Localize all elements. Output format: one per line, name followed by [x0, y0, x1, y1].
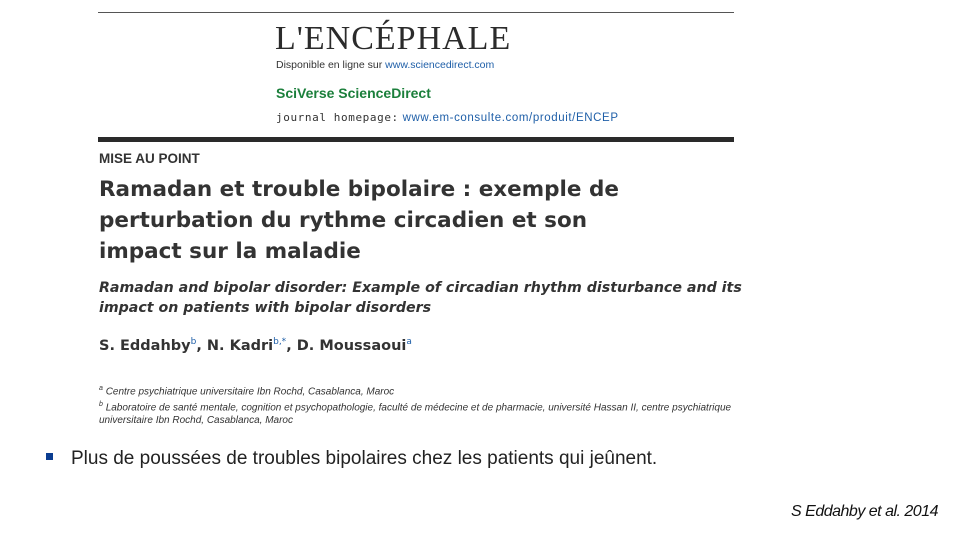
- homepage-line: [276, 111, 619, 124]
- author-affiliation-mark: b,*: [273, 337, 287, 347]
- publisher-name: SciVerse ScienceDirect: [276, 85, 431, 101]
- citation: S Eddahby et al. 2014: [791, 503, 938, 520]
- author-list: [99, 337, 412, 354]
- affiliation-text: Laboratoire de santé mentale, cognition et psychopathologie, faculté de médecine et de pharmacie, université Hassan II, centre psychiatrique universitaire Ibn Rochd, Casablanca, Maroc: [99, 402, 732, 426]
- bullet-point: [46, 448, 657, 470]
- article-title: Ramadan et trouble bipolaire : exemple de perturbation du rythme circadien et son impact sur la maladie: [99, 177, 619, 264]
- affiliation-text: Centre psychiatrique universitaire Ibn Rochd, Casablanca, Maroc: [105, 386, 395, 398]
- section-label: MISE AU POINT: [99, 151, 200, 166]
- article-english-title: Ramadan and bipolar disorder: Example of circadian rhythm disturbance and its impact on patients with bipolar disorders: [99, 280, 742, 316]
- author-name: D. Moussaoui: [296, 337, 407, 354]
- bullet-text: Plus de poussées de troubles bipolaires chez les patients qui jeûnent.: [71, 448, 658, 469]
- author-affiliation-mark: a: [406, 337, 412, 347]
- affiliation-item: [99, 399, 739, 427]
- author-separator: ,: [286, 337, 297, 354]
- author-separator: ,: [196, 337, 207, 354]
- sciencedirect-link[interactable]: www.sciencedirect.com: [385, 59, 495, 71]
- author-name: N. Kadri: [206, 337, 274, 354]
- author-affiliation-mark: b: [190, 337, 197, 347]
- availability-prefix: Disponible en ligne sur: [276, 59, 383, 71]
- journal-logo: L'ENCÉPHALE: [275, 20, 512, 57]
- homepage-label: journal homepage:: [276, 111, 399, 124]
- affiliation-item: [99, 383, 739, 399]
- homepage-link[interactable]: www.em-consulte.com/produit/ENCEP: [402, 112, 619, 124]
- top-divider: [98, 12, 734, 13]
- availability-line: [276, 59, 494, 71]
- affiliations: [99, 383, 739, 427]
- affiliation-mark: b: [99, 400, 103, 408]
- author-name: S. Eddahby: [99, 337, 191, 354]
- square-bullet-icon: [46, 453, 53, 460]
- affiliation-mark: a: [99, 385, 103, 392]
- header-divider: [98, 137, 734, 142]
